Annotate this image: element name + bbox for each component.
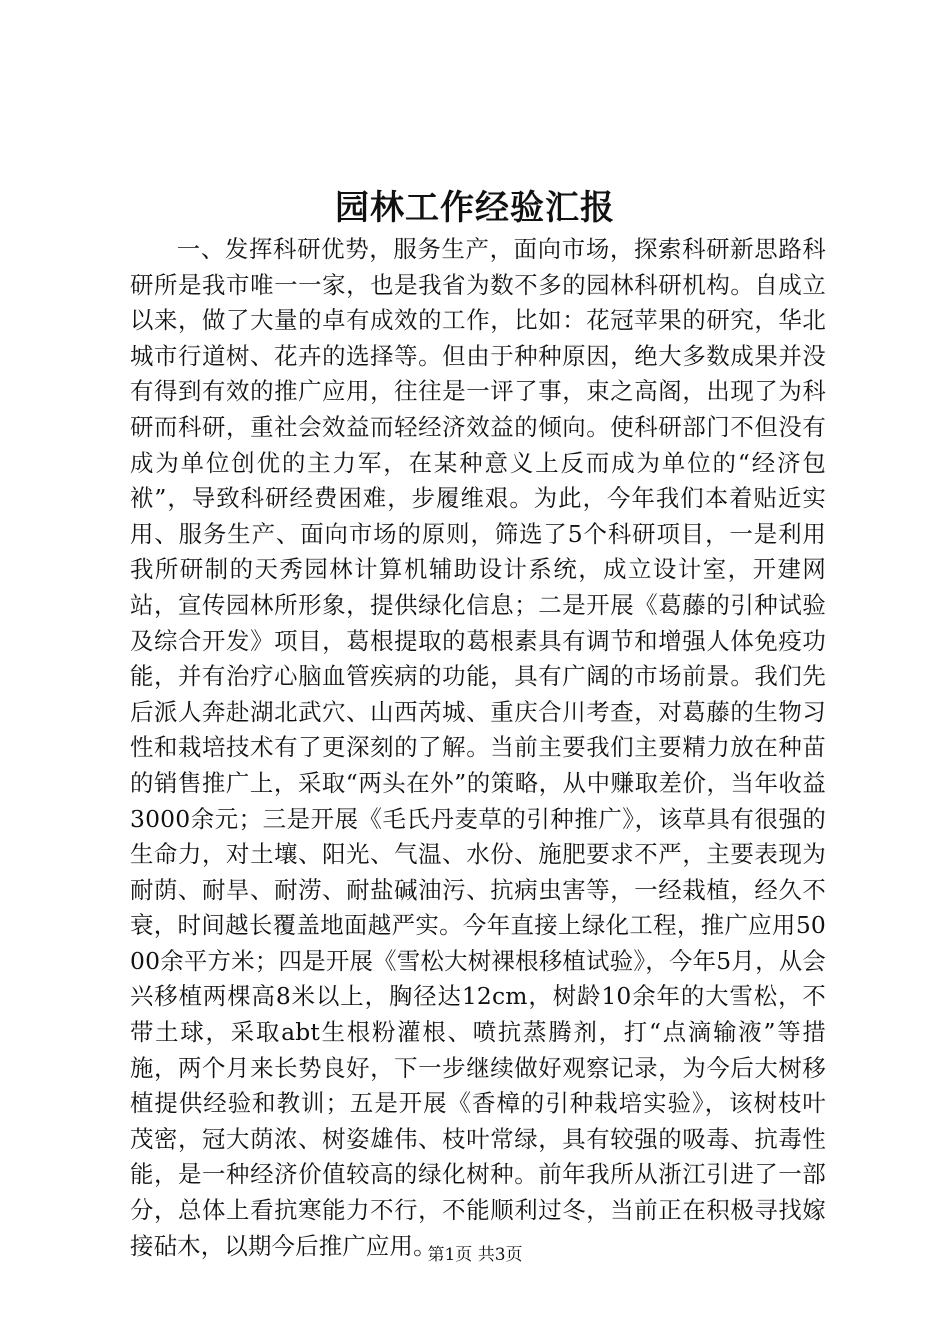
- page-footer: 第1页 共3页: [427, 1245, 523, 1265]
- document-title: 园林工作经验汇报: [335, 188, 615, 228]
- body-paragraph: 一、发挥科研优势，服务生产，面向市场，探索科研新思路科研所是我市唯一一家，也是我省为数不多的园林科研机构。自成立以来，做了大量的卓有成效的工作，比如：花冠苹果的研究，华北城市行道树、花卉的选择等。但由于种种原因，绝大多数成果并没有得到有效的推广应用，往往是一评了事，束之高阁，出现了为科研而科研，重社会效益而轻经济效益的倾向。使科研部门不但没有成为单位创优的主力军，在某种意义上反而成为单位的“经济包袱”，导致科研经费困难，步履维艰。为此，今年我们本着贴近实用、服务生产、面向市场的原则，筛选了5个科研项目，一是利用我所研制的天秀园林计算机辅助设计系统，成立设计室，开建网站，宣传园林所形象，提供绿化信息；二是开展《葛藤的引种试验及综合开发》项目，葛根提取的葛根素具有调节和增强人体免疫功能，并有治疗心脑血管疾病的功能，具有广阔的市场前景。我们先后派人奔赴湖北武穴、山西芮城、重庆合川考查，对葛藤的生物习性和栽培技术有了更深刻的了解。当前主要我们主要精力放在种苗的销售推广上，采取“两头在外”的策略，从中赚取差价，当年收益3000余元；三是开展《毛氏丹麦草的引种推广》，该草具有很强的生命力，对土壤、阳光、气温、水份、施肥要求不严，主要表现为耐荫、耐旱、耐涝、耐盐碱油污、抗病虫害等，一经栽植，经久不衰，时间越长覆盖地面越严实。今年直接上绿化工程，推广应用5000余平方米；四是开展《雪松大树裸根移植试验》，今年5月，从会兴移植两棵高8米以上，胸径达12cm，树龄10余年的大雪松，不带土球，采取abt生根粉灌根、喷抗蒸腾剂，打“点滴输液”等措施，两个月来长势良好，下一步继续做好观察记录，为今后大树移植提供经验和教训；五是开展《香樟的引种栽培实验》，该树枝叶茂密，冠大荫浓、树姿雄伟、枝叶常绿，具有较强的吸毒、抗毒性能，是一种经济价值较高的绿化树种。前年我所从浙江引进了一部分，总体上看抗寒能力不行，不能顺利过冬，当前正在积极寻找嫁接砧木，以期今后推广应用。: [130, 235, 826, 1260]
